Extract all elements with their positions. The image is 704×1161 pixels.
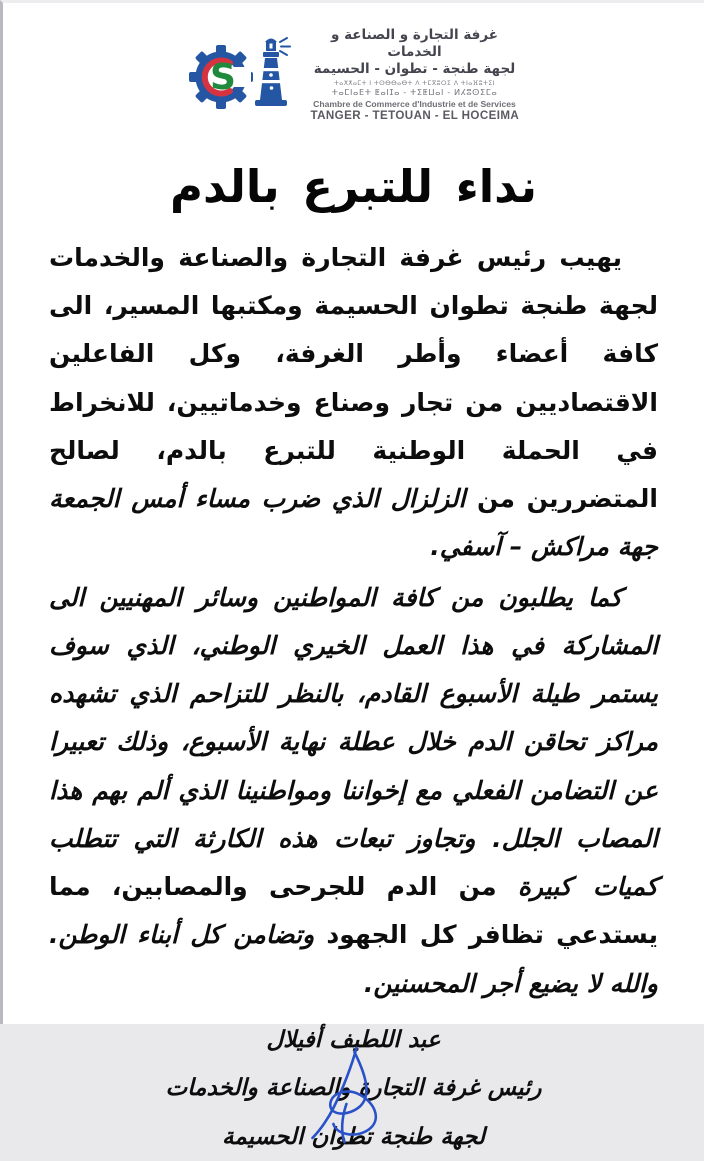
chamber-logo-icon <box>189 30 299 116</box>
org-region-arabic: لجهة طنجة - تطوان - الحسيمة <box>313 60 516 77</box>
org-text-block <box>311 27 519 124</box>
org-region-tifinagh: ⵜⴰⵎⵏⴰⴹⵜ ⵟⴰⵏⵊⴰ - ⵜⵉⵟⵡⴰⵏ - ⵍⵃⵓⵙⵉⵎⴰ <box>331 87 498 98</box>
org-name-arabic: غرفة التجارة و الصناعة و الخدمات <box>331 27 498 60</box>
lighthouse-icon <box>255 38 290 106</box>
letterhead <box>3 27 704 124</box>
paragraph-2-italic-text-b: وتضامن كل أبناء الوطن. والله لا يضيع أجر المحسنين. <box>49 920 658 998</box>
paragraph-1-italic-text: الزلزال الذي ضرب مساء أمس الجمعة جهة مراكش – آسفي. <box>49 484 658 562</box>
signatory-role-line1: رئيس غرفة التجارة والصناعة والخدمات <box>165 1075 542 1102</box>
document-title: نداء للتبرع بالدم <box>169 159 538 213</box>
signature-block <box>3 1016 704 1161</box>
org-name-tifinagh: ⵜⴰⵅⵅⴰⵎⵜ ⵏ ⵜⵙⴱⴱⴰⴱⵜ ⴷ ⵜⵎⴳⵓⵔⵉ ⴷ ⵜⵏⴰⴼⵓⵜⵉⵏ <box>334 79 495 87</box>
paragraph-1-text: يهيب رئيس غرفة التجارة والصناعة والخدمات لجهة طنجة تطوان الحسيمة ومكتبها المسير، الى كافة أعضاء وأطر الغرفة، وكل الفاعلين الاقتصاديين من تجار وصناع وخدماتيين، للانخراط في الحملة الوطنية للتبرع بالدم، لصالح المتضررين من <box>49 242 658 514</box>
paragraph-1 <box>49 234 658 572</box>
paragraph-2-text: من الدم للجرحى والمصابين، مما يستدعي تظافر كل الجهود <box>49 872 659 950</box>
paragraph-2 <box>49 574 658 1008</box>
letter-s-mark: S <box>209 57 236 99</box>
org-name-french: Chambre de Commerce d'Industrie et de Services <box>313 98 516 109</box>
document-body <box>49 234 658 1008</box>
chamber-logo <box>189 30 299 120</box>
org-region-french: TANGER - TETOUAN - EL HOCEIMA <box>310 109 520 123</box>
signatory-role-line2: لجهة طنجة تطوان الحسيمة <box>222 1123 485 1150</box>
signatory-name: عبد اللطيف أفيلال <box>266 1026 441 1053</box>
paragraph-2-italic-text-a: كما يطلبون من كافة المواطنين وسائر المهنيين الى المشاركة في هذا العمل الخيري الوطني، الذي سوف يستمر طيلة الأسبوع القادم، بالنظر للتزاحم الذي تشهده مراكز تحاقن الدم خلال عطلة نهاية الأسبوع، وذلك تعبيرا عن التضامن الفعلي مع إخواننا ومواطنينا الذي ألم بهم هذا المصاب الجلل. وتجاوز تبعات هذه الكارثة التي تتطلب كميات كبيرة <box>49 582 658 902</box>
